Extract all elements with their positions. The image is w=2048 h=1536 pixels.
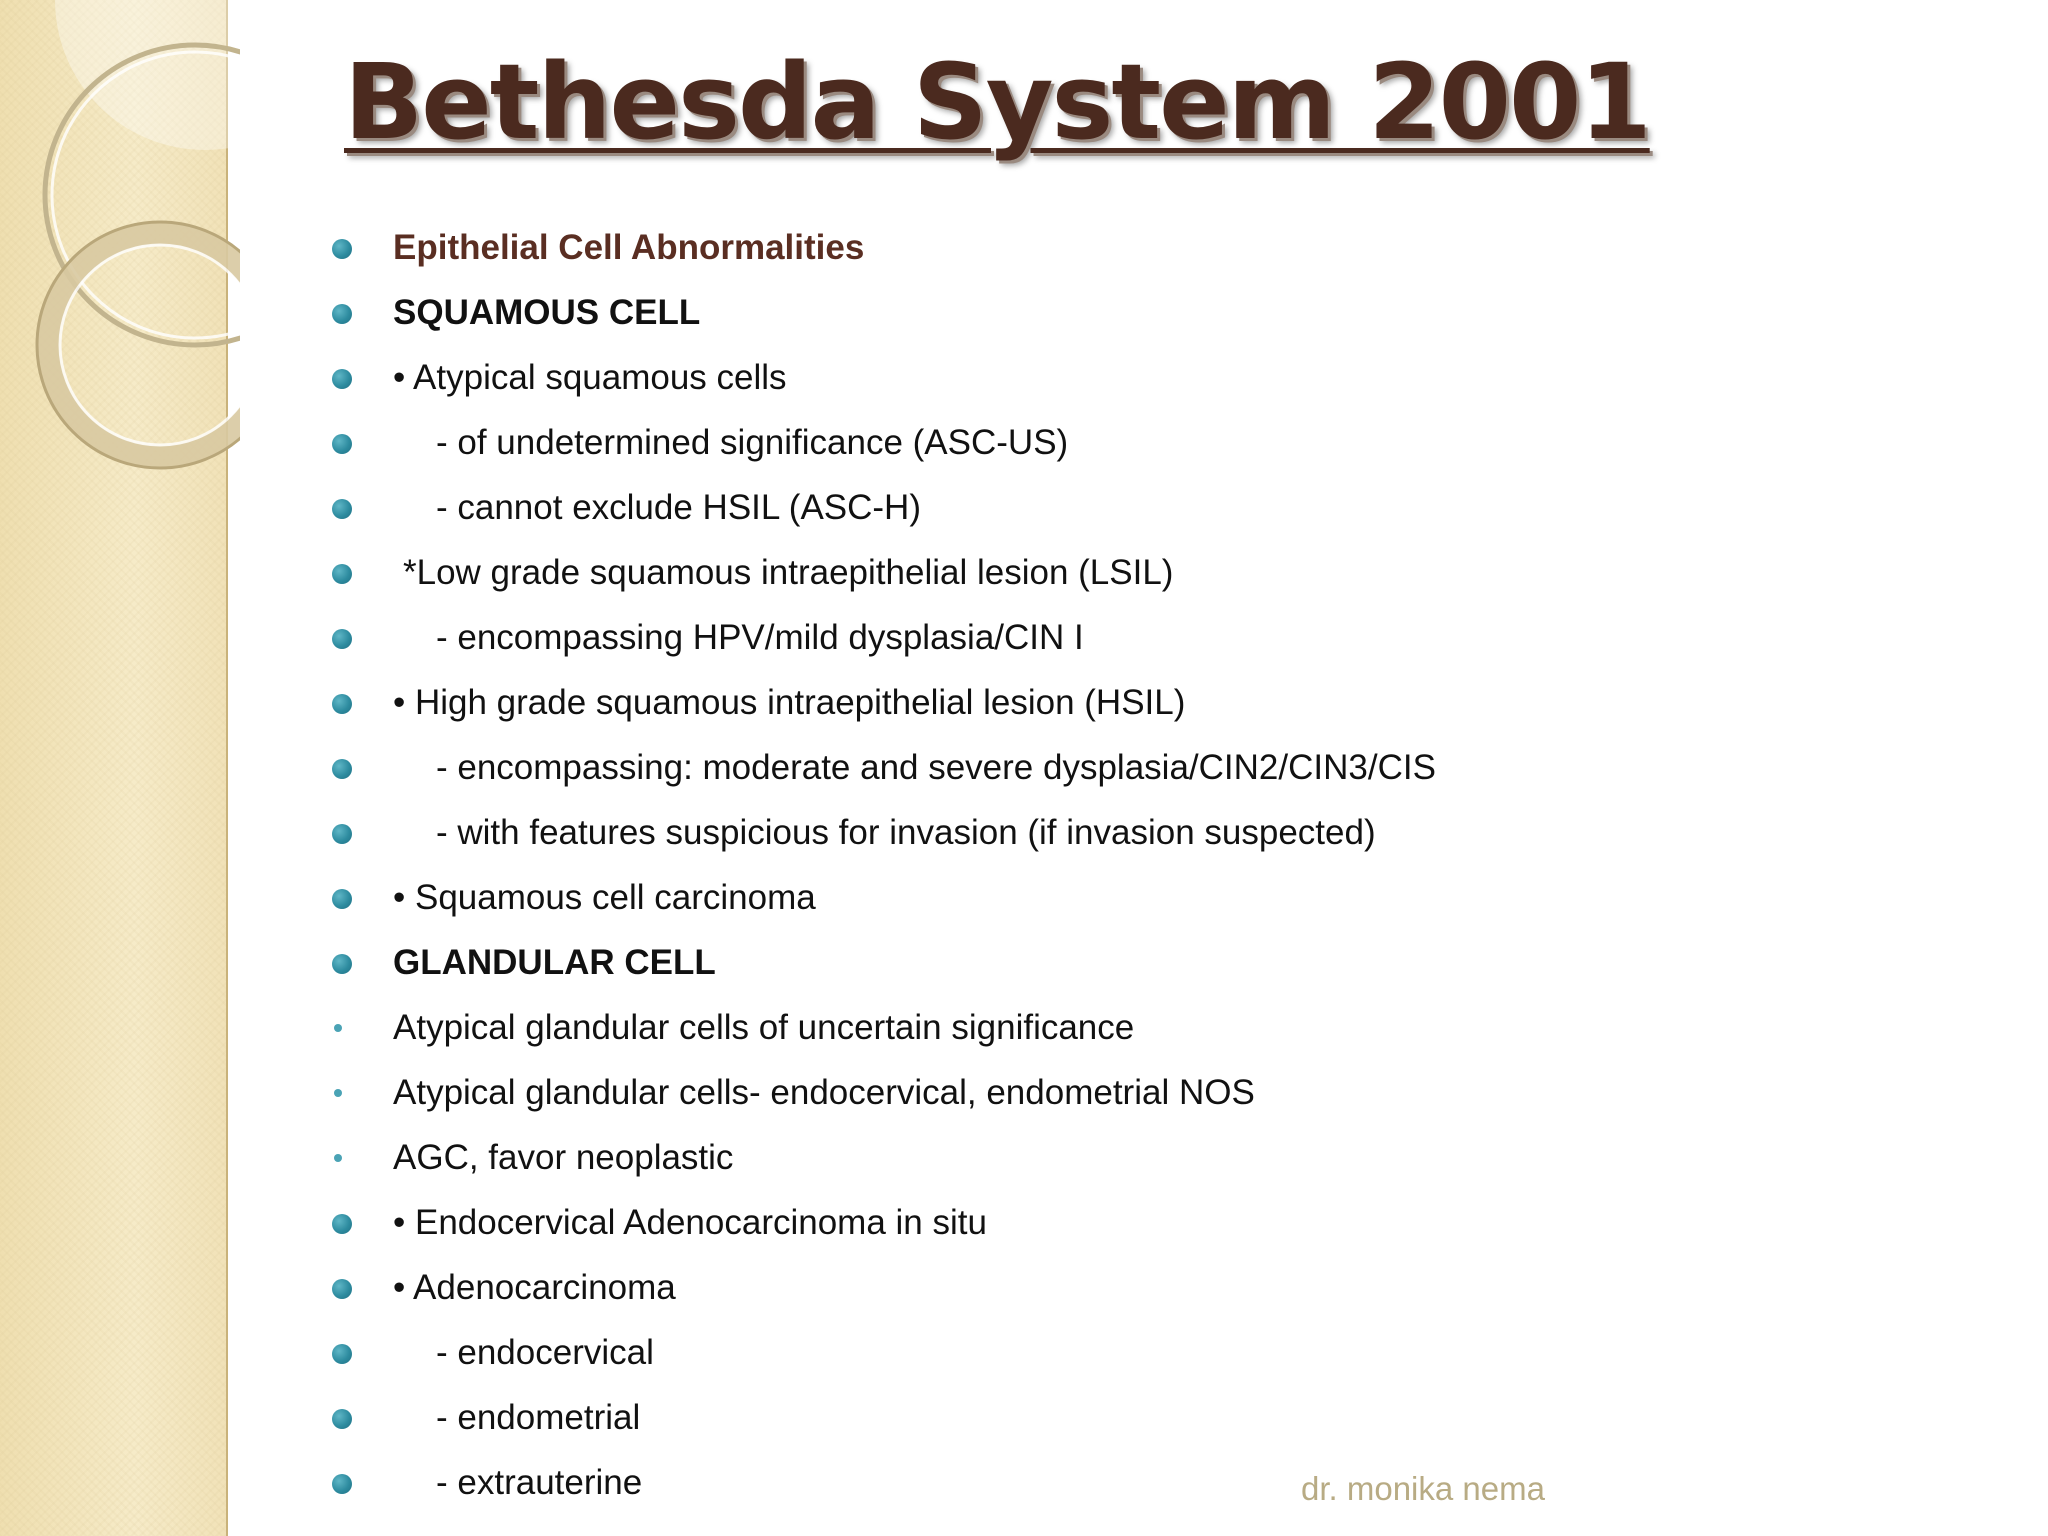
list-item-text: • High grade squamous intraepithelial lesion (HSIL) [393,683,1186,722]
list-item-text: Atypical glandular cells- endocervical, endometrial NOS [393,1073,1255,1112]
list-item-text: • Atypical squamous cells [393,358,787,397]
section-heading: Epithelial Cell Abnormalities [393,228,865,267]
list-item-text: - encompassing HPV/mild dysplasia/CIN I [436,618,1084,657]
small-bullet-icon [334,1089,342,1097]
bullet-icon [332,759,352,779]
bullet-icon [332,304,352,324]
decorative-rings [0,0,240,500]
bullet-icon [332,694,352,714]
bullet-icon [332,434,352,454]
bullet-icon [332,1344,352,1364]
list-item-text: - of undetermined significance (ASC-US) [436,423,1069,462]
list-item-text: • Endocervical Adenocarcinoma in situ [393,1203,987,1242]
list-item-text: • Adenocarcinoma [393,1268,676,1307]
small-bullet-icon [334,1154,342,1162]
list-item-text: - endometrial [436,1398,641,1437]
bullet-icon [332,629,352,649]
bullet-icon [332,499,352,519]
list-item-text: - with features suspicious for invasion (if invasion suspected) [436,813,1376,852]
bullet-icon [332,369,352,389]
list-item-text: AGC, favor neoplastic [393,1138,734,1177]
small-bullet-icon [334,1024,342,1032]
category-heading: GLANDULAR CELL [393,943,716,982]
author-footer: dr. monika nema [1301,1470,1545,1507]
bullet-icon [332,564,352,584]
list-item-text: - endocervical [436,1333,654,1372]
bullet-icon [332,889,352,909]
list-item-text: *Low grade squamous intraepithelial lesion (LSIL) [403,553,1174,592]
bullet-icon [332,1474,352,1494]
bullet-icon [332,1409,352,1429]
list-item-text: - cannot exclude HSIL (ASC-H) [436,488,921,527]
bullet-icon [332,954,352,974]
bullet-icon [332,239,352,259]
category-heading: SQUAMOUS CELL [393,293,701,332]
bullet-icon [332,1279,352,1299]
list-item-text: Atypical glandular cells of uncertain significance [393,1008,1135,1047]
slide-title: Bethesda System 2001 [344,41,1650,163]
list-item-text: - encompassing: moderate and severe dysplasia/CIN2/CIN3/CIS [436,748,1436,787]
list-item-text: • Squamous cell carcinoma [393,878,816,917]
list-item-text: - extrauterine [436,1463,643,1502]
bullet-icon [332,1214,352,1234]
bullet-icon [332,824,352,844]
